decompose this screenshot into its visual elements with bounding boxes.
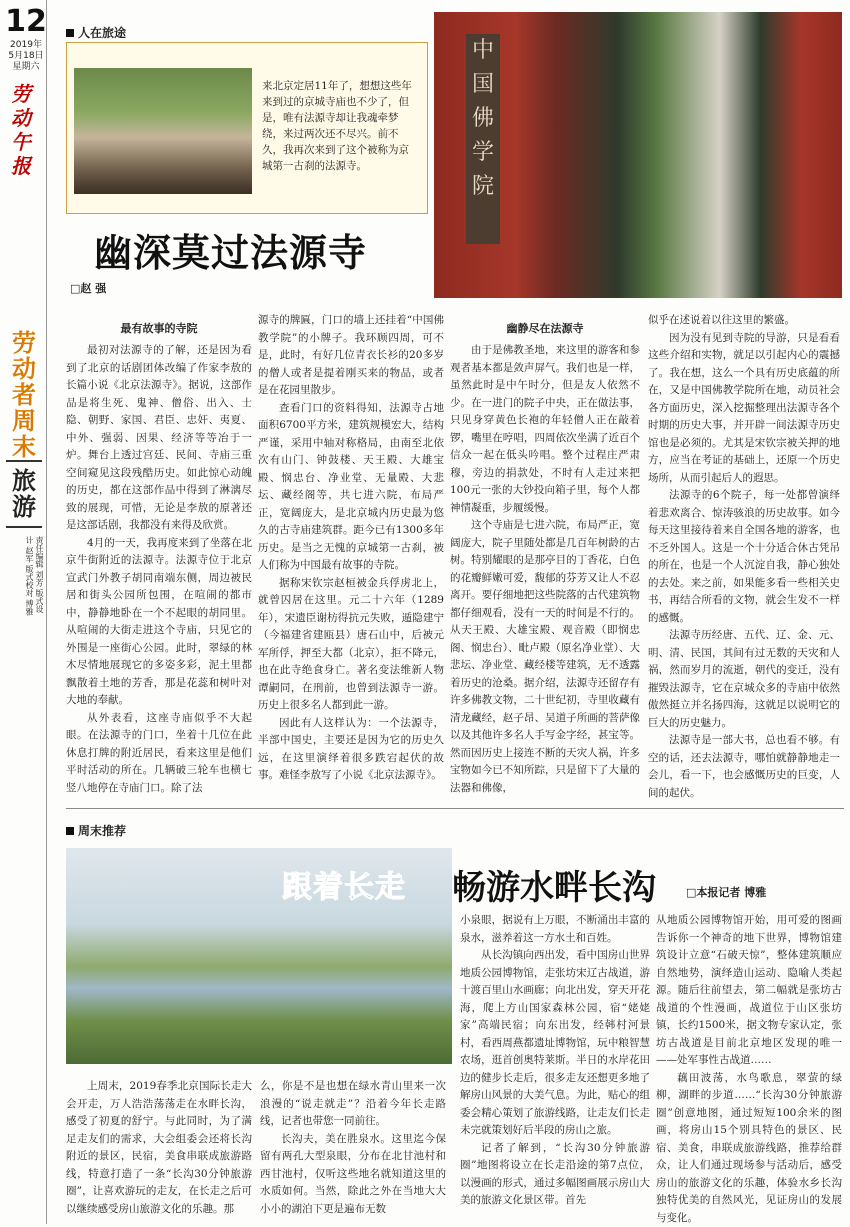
intro-text: 来北京定居11年了，想想这些年来到过的京城寺庙也不少了，但是，唯有法源寺却让我魂牵梦绕，来过两次还不尽兴。前不久，我再次来到了这个被称为京城第一古刹的法源寺。 xyxy=(262,78,412,174)
buddhist-academy-plaque: 中国佛学院 xyxy=(466,34,500,244)
paragraph: 似乎在述说着以往这里的繁盛。 xyxy=(648,312,840,330)
article2-col-3 xyxy=(460,912,650,1210)
date-year: 2019年 xyxy=(4,40,48,51)
temple-ceremony-photo xyxy=(74,68,252,194)
byline: □赵 强 xyxy=(70,280,106,296)
paragraph: 因为没有见到寺院的导游，只是看看这些介绍和实物，就足以引起内心的震撼了。我在想，这么一个具有历史底蕴的所在，又是中国佛教学院所在地，动员社会各方面历史，深入挖掘整理出法源寺各个时期的历史大事，并开辟一间法源寺历史馆也是必须的。尤其是宋钦宗被关押的地方，应当在考证的基础上，还原一个历史场所，从而引起后人的遐思。 xyxy=(648,330,840,488)
article1-col-1 xyxy=(66,320,252,797)
article-kicker: 跟着长走 xyxy=(282,862,406,906)
editor-credits: 责任编辑 刘芳 版式设计 赵军 版式校对 博雅 xyxy=(8,536,44,616)
paragraph: 长沟夫，美在胜泉水。这里迄今保留有两孔大型泉眼，分布在北甘池村和西甘池村，仅听这些地名就知道这里的水质如何。当然，除此之外在当地大大小小的湖泊下更是遍布无数 xyxy=(260,1131,446,1219)
paragraph: 查看门口的资料得知，法源寺占地面积6700平方米，建筑规模宏大，结构严谨，采用中轴对称格局，由南至北依次有山门、钟鼓楼、天王殿、大雄宝殿、悯忠台、净业堂、无量殿、大悲坛、藏经阁等，共七进六院，布局严正，宽阔庞大，是北京城内历史最为悠久的古寺庙建筑群。距今已有1300多年历史。是当之无愧的京城第一古刹，被人们称为中国最有故事的寺院。 xyxy=(258,400,444,575)
paragraph: 最初对法源寺的了解，还是因为看到了北京的话剧团体改编了作家李敖的长篇小说《北京法源寺》。据说，这部作品是将生死、鬼神、僧俗、出入、士隐、朝野、家国、君臣、忠奸、夷夏、中外、强弱、因果、经济等等冶于一炉。舞台上透过宫廷、民间、寺庙三重空间窥见这段残酷历史。如此惊心动魄的历史，都在这部作品中得到了淋漓尽致的展现，可惜，无论是李敖的原著还是这部话剧，我都没有来得及欣赏。 xyxy=(66,342,252,535)
paragraph: 藕田波荡，水鸟歌息，翠萤的绿柳，湖畔的步道……“长沟30分钟旅游圈”创意地图，通过短短100余米的图画，将房山15个别具特色的景区、民宿、美食，串联成旅游线路，推荐给群众，让人们通过现场参与活动后，感受房山的旅游文化的乐趣，体验水乡长沟独特优美的自然风光，见证房山的发展与变化。 xyxy=(656,1070,842,1227)
paragraph: 源寺的牌匾，门口的墙上还挂着“中国佛教学院”的小牌子。我环顾四周，可不是，此时，有好几位青衣长衫的20多岁的僧人或者是提着刚买来的物品，或者是在花园里散步。 xyxy=(258,312,444,400)
paragraph: 法源寺是一部大书，总也看不够。有空的话，还去法源寺，哪怕就静静地走一会儿，看一下，也会感慨历史的巨变，人间的起伏。 xyxy=(648,732,840,802)
left-margin-rule xyxy=(46,0,47,1224)
paragraph: 从外表看，这座寺庙似乎不大起眼。在法源寺的门口，坐着十几位在此休息打牌的附近居民，看来这里是他们平时活动的所在。几辆破三轮车也横七竖八地停在寺庙门口。除了法 xyxy=(66,710,252,798)
column-label: 人在旅途 xyxy=(66,24,126,41)
paragraph: 上周末，2019春季北京国际长走大会开走，万人浩浩荡荡走在水畔长沟，感受了初夏的舒宁。与此同时，为了满足走友们的需求，大会组委会还将长沟附近的景区，民宿，美食串联成旅游路线，特意打造了一条“长沟30分钟旅游圈”，让喜欢游玩的走友，在长走之后可以继续感受房山旅游文化的乐趣。那 xyxy=(66,1078,252,1218)
date-day: 5月18日 xyxy=(4,51,48,62)
page-number: 12 xyxy=(4,6,48,38)
paragraph: 从地质公园博物馆开始，用可爱的图画告诉你一个神奇的地下世界，博物馆建筑设计立意“石破天惊”，整体建筑顺应自然地势，演绎造山运动、隐喻人类起源。随后往前望去，第二幅就是张坊古战道的个性漫画，战道位于山区张坊镇，长约1500米，据文物专家认定，张坊古战道是目前北京地区发现的唯一——处军事性古战道…… xyxy=(656,912,842,1070)
byline: □本报记者 博雅 xyxy=(686,884,766,900)
paragraph: 由于是佛教圣地，来这里的游客和参观者基本都是敛声屏气。我们也是一样，虽然此时是中午时分，但是友人依然不少。在一进门的院子中央，正在做法事，只见身穿黄色长袍的年轻僧人正在敲着锣，嘴里在哼唱，四周依次坐满了近百个信众一起在低头吟唱。整个过程庄严肃穆，旁边的捐款处，不时有人走过来把100元一张的大钞投向箱子里，每个人都神情凝重，步履缓慢。 xyxy=(450,342,640,517)
paragraph: 法源寺历经唐、五代、辽、金、元、明、清、民国，其间有过无数的天灾和人祸，然而岁月的流逝，朝代的变迁，没有摧毁法源寺，它在京城众多的寺庙中依然傲然挺立并名扬四海，这就足以说明它的巨大的历史魅力。 xyxy=(648,627,840,732)
paragraph: 记者了解到，“长沟30分钟旅游圈”地图将设立在长走沿途的第7点位，以漫画的形式，通过多幅图画展示房山大美的旅游文化景区带。首先 xyxy=(460,1140,650,1210)
subheading: 幽静尽在法源寺 xyxy=(450,320,640,336)
column-label: 周末推荐 xyxy=(66,822,126,839)
paragraph: 因此有人这样认为：一个法源寺，半部中国史，主要还是因为它的历史久远，在这里演绎着很多跌宕起伏的故事。难怪李敖写了小说《北京法源寺》。 xyxy=(258,715,444,785)
article1-col-3 xyxy=(450,320,640,797)
paragraph: 么，你是不是也想在绿水青山里来一次浪漫的“说走就走”？沿着今年长走路线，记者也带您一同前往。 xyxy=(260,1078,446,1131)
article1-col-4 xyxy=(648,312,840,802)
section-name: 旅游 xyxy=(6,460,42,528)
article2-col-4 xyxy=(656,912,842,1227)
article-title: 幽深莫过法源寺 xyxy=(94,222,367,277)
paragraph: 这个寺庙是七进六院，布局严正，宽阔庞大，院子里随处都是几百年树龄的古树。特别耀眼的是那亭目的丁香花，白色的花瓣鲜嫩可爱，馥郁的芬芳又让人不忍离开。要仔细地把这些院落的古代建筑物都仔细观看，没有一天的时间是不行的。从天王殿、大雄宝殿、观音殿（即悯忠阁、悯忠台）、毗卢殿（原名净业堂）、大悲坛、净业堂、藏经楼等建筑，无不透露着历史的沧桑。据介绍，法源寺还留存有许多佛教文物，二十世纪初，寺里收藏有清龙藏经，赵子昂、吴道子所画的菩萨像以及其他许多名人手写金字经，甚宝等。然而因历史上接连不断的天灾人祸，许多宝物如今已不知所踪，只是留下了大量的法器和佛像， xyxy=(450,517,640,797)
paragraph: 据称宋钦宗赵桓被金兵俘虏北上，就曾囚居在这里。元二十六年（1289年），宋遗臣谢枋得抗元失败，遁隐建宁（今福建省建瓯县）唐石山中，后被元军所俘，押至大都（北京），拒不降元，也在此寺绝食身亡。著名变法维新人物谭嗣同，在刑前，也曾到法源寺一游。历史上很多名人都到此一游。 xyxy=(258,575,444,715)
paragraph: 小泉眼，据说有上万眼，不断涌出丰富的泉水，滋养着这一方水土和百姓。 xyxy=(460,912,650,947)
article2-col-2 xyxy=(260,1078,446,1218)
newspaper-logo: 劳动午报 xyxy=(6,82,36,178)
article1-col-2 xyxy=(258,312,444,785)
issue-date xyxy=(4,40,48,73)
paragraph: 4月的一天，我再度来到了坐落在北京牛街附近的法源寺。法源寺位于北京宣武门外教子胡同南端东侧，周边被民居和街头公园所包围，在喧闹的都市中，静静地卧在一个不起眼的胡同里。从喧闹的大街走进这个寺庙，只见它的外围是一座街心公园。此时，翠绿的林木尽情地展现它的多姿多彩，泥土里都飘散着土地的芳香，那是花蕊和树叶对大地的奉献。 xyxy=(66,535,252,710)
subheading: 最有故事的寺院 xyxy=(66,320,252,336)
section-tag: 劳动者周末 xyxy=(4,330,44,460)
date-weekday: 星期六 xyxy=(4,62,48,73)
article2-col-1 xyxy=(66,1078,252,1218)
article-title: 畅游水畔长沟 xyxy=(452,860,656,909)
section-divider xyxy=(66,808,844,809)
paragraph: 从长沟镇向西出发，看中国房山世界地质公园博物馆，走张坊宋辽古战道，游十渡百里山水画廊；向北出发，穿天开花海，爬上方山国家森林公园，宿“姥姥家”高端民宿；向东出发，经韩村河景村，看西周燕都遗址博物馆，玩中粮智慧农场，逛首创奥特莱斯。半日的水岸花田边的健步长走后，很多走友还想更多地了解房山风景的大美气息。为此，贴心的组委会精心策划了旅游线路，让走友们长走未完就策划好后半段的房山之旅。 xyxy=(460,947,650,1140)
paragraph: 法源寺的6个院子，每一处都曾演绎着悲欢离合、惊涛骇浪的历史故事。如今每天这里接待着来自全国各地的游客，也不乏外国人。这是一个十分适合休古凭吊的所在，也是一个人沉淀自我，静心独处的去处。来之前，如果能多看一些相关史书，再结合所看的文物，就会生发不一样的感慨。 xyxy=(648,487,840,627)
